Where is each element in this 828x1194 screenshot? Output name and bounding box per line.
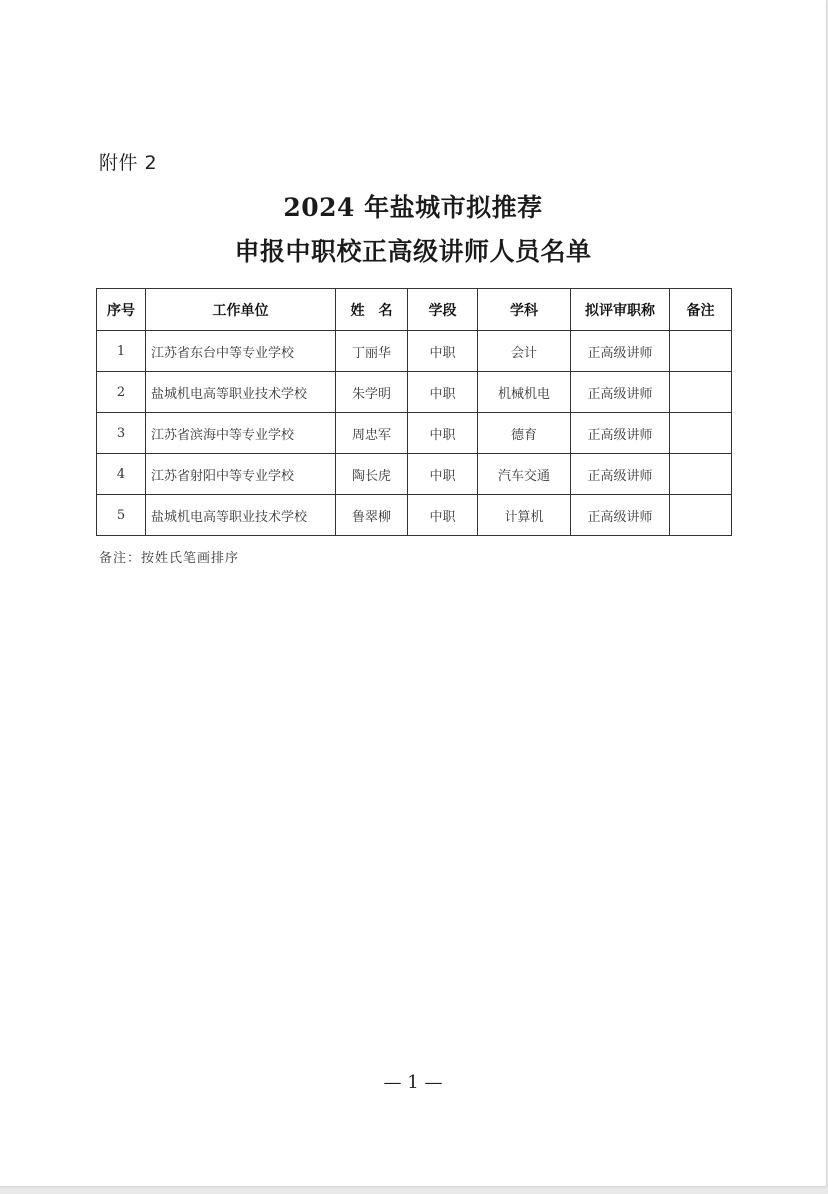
cell-title: 正高级讲师 xyxy=(571,331,670,372)
cell-title: 正高级讲师 xyxy=(571,413,670,454)
table-footnote: 备注：按姓氏笔画排序 xyxy=(99,551,240,566)
cell-unit: 江苏省滨海中等专业学校 xyxy=(146,413,336,454)
cell-title: 正高级讲师 xyxy=(571,454,670,495)
cell-stage: 中职 xyxy=(408,331,478,372)
cell-name: 周忠军 xyxy=(336,413,408,454)
column-header-stage: 学段 xyxy=(408,289,478,331)
column-header-subject: 学科 xyxy=(478,289,571,331)
cell-unit: 江苏省东台中等专业学校 xyxy=(146,331,336,372)
cell-unit: 盐城机电高等职业技术学校 xyxy=(146,372,336,413)
cell-subject: 汽车交通 xyxy=(478,454,571,495)
column-header-unit: 工作单位 xyxy=(146,289,336,331)
table-row xyxy=(97,331,732,372)
cell-remark xyxy=(670,331,732,372)
column-header-remark: 备注 xyxy=(670,289,732,331)
document-title-line-1: 2024 年盐城市拟推荐 xyxy=(283,193,543,222)
candidate-table xyxy=(96,288,732,536)
cell-remark xyxy=(670,413,732,454)
table-row xyxy=(97,495,732,536)
cell-remark xyxy=(670,454,732,495)
column-header-name: 姓 名 xyxy=(336,289,408,331)
table-header-row xyxy=(97,289,732,331)
table-row xyxy=(97,454,732,495)
cell-unit: 江苏省射阳中等专业学校 xyxy=(146,454,336,495)
cell-seq: 5 xyxy=(97,495,146,536)
page-number: — 1 — xyxy=(383,1072,443,1093)
cell-stage: 中职 xyxy=(408,454,478,495)
cell-stage: 中职 xyxy=(408,372,478,413)
cell-stage: 中职 xyxy=(408,495,478,536)
column-header-title: 拟评审职称 xyxy=(571,289,670,331)
cell-seq: 1 xyxy=(97,331,146,372)
cell-subject: 计算机 xyxy=(478,495,571,536)
cell-name: 丁丽华 xyxy=(336,331,408,372)
attachment-label: 附件 2 xyxy=(99,152,158,174)
table-row xyxy=(97,413,732,454)
cell-seq: 4 xyxy=(97,454,146,495)
cell-unit: 盐城机电高等职业技术学校 xyxy=(146,495,336,536)
cell-subject: 会计 xyxy=(478,331,571,372)
cell-name: 朱学明 xyxy=(336,372,408,413)
cell-name: 鲁翠柳 xyxy=(336,495,408,536)
cell-subject: 机械机电 xyxy=(478,372,571,413)
cell-title: 正高级讲师 xyxy=(571,495,670,536)
cell-remark xyxy=(670,372,732,413)
document-title-line-2: 申报中职校正高级讲师人员名单 xyxy=(234,237,592,266)
cell-seq: 3 xyxy=(97,413,146,454)
cell-subject: 德育 xyxy=(478,413,571,454)
cell-title: 正高级讲师 xyxy=(571,372,670,413)
table-row xyxy=(97,372,732,413)
cell-name: 陶长虎 xyxy=(336,454,408,495)
column-header-seq: 序号 xyxy=(97,289,146,331)
cell-seq: 2 xyxy=(97,372,146,413)
cell-remark xyxy=(670,495,732,536)
cell-stage: 中职 xyxy=(408,413,478,454)
